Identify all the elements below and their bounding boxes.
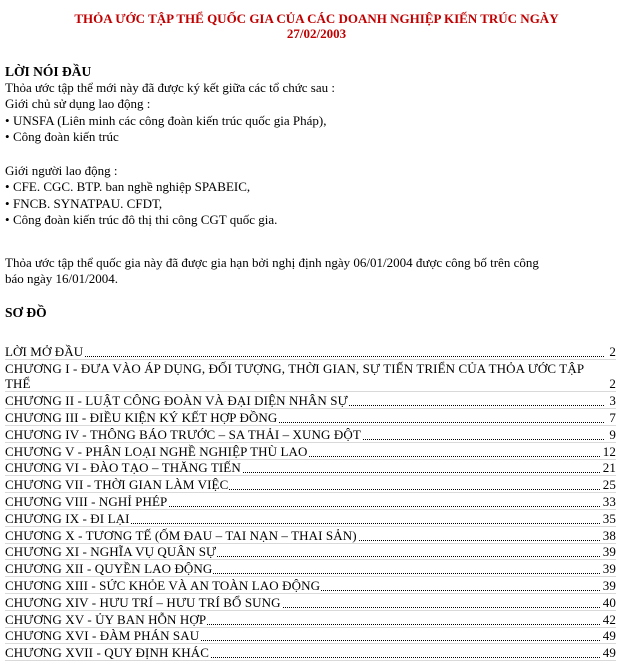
toc-entry-page: 35 bbox=[602, 510, 616, 526]
toc-entry-label: CHƯƠNG X - TƯƠNG TẾ (ỐM ĐAU – TAI NẠN – THAI SẢN) bbox=[5, 527, 357, 543]
toc-entry[interactable] bbox=[5, 476, 616, 493]
toc-entry[interactable] bbox=[5, 628, 616, 645]
worker-item: • Công đoàn kiến trúc đô thị thi công CGT quốc gia. bbox=[5, 212, 620, 228]
toc-entry-page: 2 bbox=[609, 376, 616, 392]
toc-entry[interactable] bbox=[5, 527, 616, 544]
toc-entry-label: CHƯƠNG XIII - SỨC KHỎE VÀ AN TOÀN LAO ĐỘNG bbox=[5, 577, 321, 593]
employer-item: • UNSFA (Liên minh các công đoàn kiến trúc quốc gia Pháp), bbox=[5, 113, 620, 129]
table-of-contents bbox=[5, 343, 616, 661]
toc-entry-label: CHƯƠNG II - LUẬT CÔNG ĐOÀN VÀ ĐẠI DIỆN NHÂN SỰ bbox=[5, 393, 348, 409]
toc-entry[interactable] bbox=[5, 544, 616, 561]
toc-entry-page: 39 bbox=[602, 577, 616, 593]
toc-entry-page: 49 bbox=[602, 645, 616, 661]
toc-entry-page: 38 bbox=[602, 527, 616, 543]
toc-entry[interactable] bbox=[5, 409, 616, 426]
toc-entry-page: 3 bbox=[609, 393, 616, 409]
toc-entry-label: CHƯƠNG XVI - ĐÀM PHÁN SAU bbox=[5, 628, 200, 644]
toc-entry[interactable] bbox=[5, 360, 616, 393]
extension-line-1: Thỏa ước tập thể quốc gia này đã được gia hạn bởi nghị định ngày 06/01/2004 được công bố trên công bbox=[5, 255, 539, 270]
toc-entry[interactable] bbox=[5, 510, 616, 527]
toc-entry-page: 2 bbox=[609, 343, 616, 359]
toc-entry-page: 25 bbox=[602, 477, 616, 493]
title-line-2: 27/02/2003 bbox=[286, 26, 347, 41]
employer-item: • Công đoàn kiến trúc bbox=[5, 129, 620, 145]
toc-entry-page: 9 bbox=[609, 426, 616, 442]
toc-entry-label: CHƯƠNG XIV - HƯU TRÍ – HƯU TRÍ BỔ SUNG bbox=[5, 594, 281, 610]
workers-section bbox=[5, 163, 620, 229]
toc-entry-page: 39 bbox=[602, 561, 616, 577]
toc-entry-label: CHƯƠNG VIII - NGHỈ PHÉP bbox=[5, 493, 168, 509]
toc-entry[interactable] bbox=[5, 343, 616, 360]
toc-entry-label: CHƯƠNG I - ĐƯA VÀO ÁP DỤNG, ĐỐI TƯỢNG, THỜI GIAN, SỰ TIẾN TRIỂN CỦA THỎA ƯỚC TẬP THỂ bbox=[5, 361, 606, 391]
workers-label: Giới người lao động : bbox=[5, 163, 118, 178]
toc-entry-label: CHƯƠNG III - ĐIỀU KIỆN KÝ KẾT HỢP ĐỒNG bbox=[5, 409, 278, 425]
toc-heading: SƠ ĐỒ bbox=[5, 305, 47, 320]
signatories-section bbox=[5, 80, 620, 146]
toc-entry[interactable] bbox=[5, 560, 616, 577]
toc-entry-page: 40 bbox=[602, 594, 616, 610]
toc-entry[interactable] bbox=[5, 443, 616, 460]
toc-entry[interactable] bbox=[5, 392, 616, 409]
toc-entry-page: 42 bbox=[602, 611, 616, 627]
toc-entry[interactable] bbox=[5, 426, 616, 443]
toc-entry-page: 12 bbox=[602, 443, 616, 459]
toc-entry-label: CHƯƠNG VII - THỜI GIAN LÀM VIỆC bbox=[5, 477, 229, 493]
toc-entry-page: 39 bbox=[602, 544, 616, 560]
toc-entry-label: CHƯƠNG IX - ĐI LẠI bbox=[5, 510, 130, 526]
extension-paragraph bbox=[5, 255, 620, 288]
toc-entry-label: LỜI MỞ ĐẦU bbox=[5, 343, 84, 359]
toc-entry-label: CHƯƠNG XVII - QUY ĐỊNH KHÁC bbox=[5, 645, 210, 661]
toc-entry-label: CHƯƠNG XII - QUYỀN LAO ĐỘNG bbox=[5, 561, 213, 577]
toc-entry-label: CHƯƠNG V - PHÂN LOẠI NGHỀ NGHIỆP THÙ LAO bbox=[5, 443, 308, 459]
toc-entry[interactable] bbox=[5, 577, 616, 594]
title-line-1: THỎA ƯỚC TẬP THỂ QUỐC GIA CỦA CÁC DOANH NGHIỆP KIẾN TRÚC NGÀY bbox=[74, 11, 559, 26]
toc-entry-page: 49 bbox=[602, 628, 616, 644]
toc-entry[interactable] bbox=[5, 644, 616, 661]
document-title bbox=[0, 11, 633, 41]
toc-entry-page: 7 bbox=[609, 409, 616, 425]
worker-item: • CFE. CGC. BTP. ban nghề nghiệp SPABEIC, bbox=[5, 179, 620, 195]
toc-entry[interactable] bbox=[5, 460, 616, 477]
intro-text: Thỏa ước tập thể mới này đã được ký kết giữa các tổ chức sau : bbox=[5, 80, 336, 95]
toc-entry-page: 33 bbox=[602, 493, 616, 509]
toc-entry-label: CHƯƠNG VI - ĐÀO TẠO – THĂNG TIẾN bbox=[5, 460, 241, 476]
toc-entry[interactable] bbox=[5, 594, 616, 611]
employers-label: Giới chủ sử dụng lao động : bbox=[5, 96, 151, 112]
toc-entry-label: CHƯƠNG XV - ỦY BAN HỖN HỢP bbox=[5, 611, 207, 627]
toc-entry[interactable] bbox=[5, 611, 616, 628]
toc-entry[interactable] bbox=[5, 493, 616, 510]
toc-entry-label: CHƯƠNG IV - THÔNG BÁO TRƯỚC – SA THẢI – XUNG ĐỘT bbox=[5, 426, 361, 442]
toc-entry-label: CHƯƠNG XI - NGHĨA VỤ QUÂN SỰ bbox=[5, 544, 217, 560]
worker-item: • FNCB. SYNATPAU. CFDT, bbox=[5, 196, 620, 212]
toc-entry-page: 21 bbox=[602, 460, 616, 476]
preface-heading: LỜI NÓI ĐẦU bbox=[5, 64, 92, 79]
extension-line-2: báo ngày 16/01/2004. bbox=[5, 271, 119, 287]
